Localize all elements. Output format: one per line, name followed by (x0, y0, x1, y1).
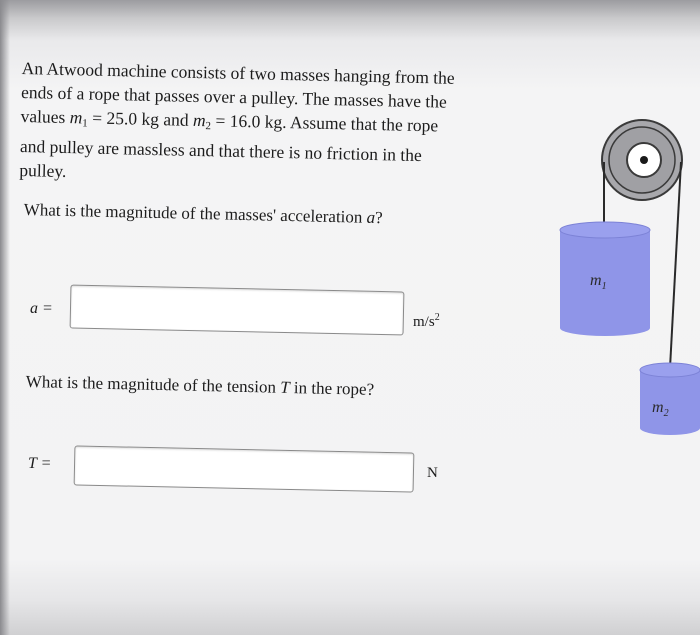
tension-unit: N (427, 465, 438, 481)
acceleration-unit (413, 312, 440, 331)
problem-statement (19, 56, 462, 192)
mass-m1-label-sub: 1 (601, 281, 607, 292)
problem-intro-text: An Atwood machine consists of two masses hanging from the ends of a rope that passes over a pulley. The masses have the values (20, 57, 455, 128)
acceleration-unit-base: m/s (413, 314, 435, 330)
m2-subscript: 2 (205, 120, 212, 133)
m1-symbol: m (69, 107, 83, 128)
m1-value-text: = 25.0 kg and (87, 107, 194, 130)
question-tension (26, 372, 375, 400)
problem-assumption-text: = 16.0 kg. Assume that the rope and pulley are massless and that there is no friction in the pulley. (19, 110, 439, 182)
pulley-axle (640, 156, 648, 164)
question-tension-end: in the rope? (289, 377, 375, 399)
tension-symbol: T (279, 377, 290, 397)
mass-m1-label-symbol: m (590, 272, 602, 289)
question-acceleration (24, 200, 383, 228)
atwood-machine-figure (540, 100, 700, 450)
tension-input[interactable] (74, 445, 415, 492)
acceleration-unit-exponent: 2 (434, 312, 440, 323)
mass-m2-top (640, 363, 700, 377)
mass-m2-label-sub: 2 (663, 408, 669, 419)
mass-m2-label-symbol: m (652, 399, 664, 416)
mass-m2-body (640, 370, 700, 435)
mass-m1 (560, 222, 650, 336)
pulley (602, 120, 682, 200)
rope-right (670, 162, 681, 368)
m1-subscript: 1 (82, 117, 88, 130)
question-tension-text: What is the magnitude of the tension (25, 372, 281, 397)
question-acceleration-text: What is the magnitude of the masses' acceleration (23, 200, 367, 227)
acceleration-symbol: a (366, 207, 376, 227)
mass-m1-top (560, 222, 650, 238)
acceleration-input[interactable] (70, 285, 405, 336)
question-acceleration-end: ? (374, 207, 383, 228)
m2-symbol: m (192, 109, 206, 131)
mass-m2 (640, 363, 700, 435)
tension-label: T = (28, 455, 52, 472)
acceleration-label: a = (30, 300, 53, 317)
